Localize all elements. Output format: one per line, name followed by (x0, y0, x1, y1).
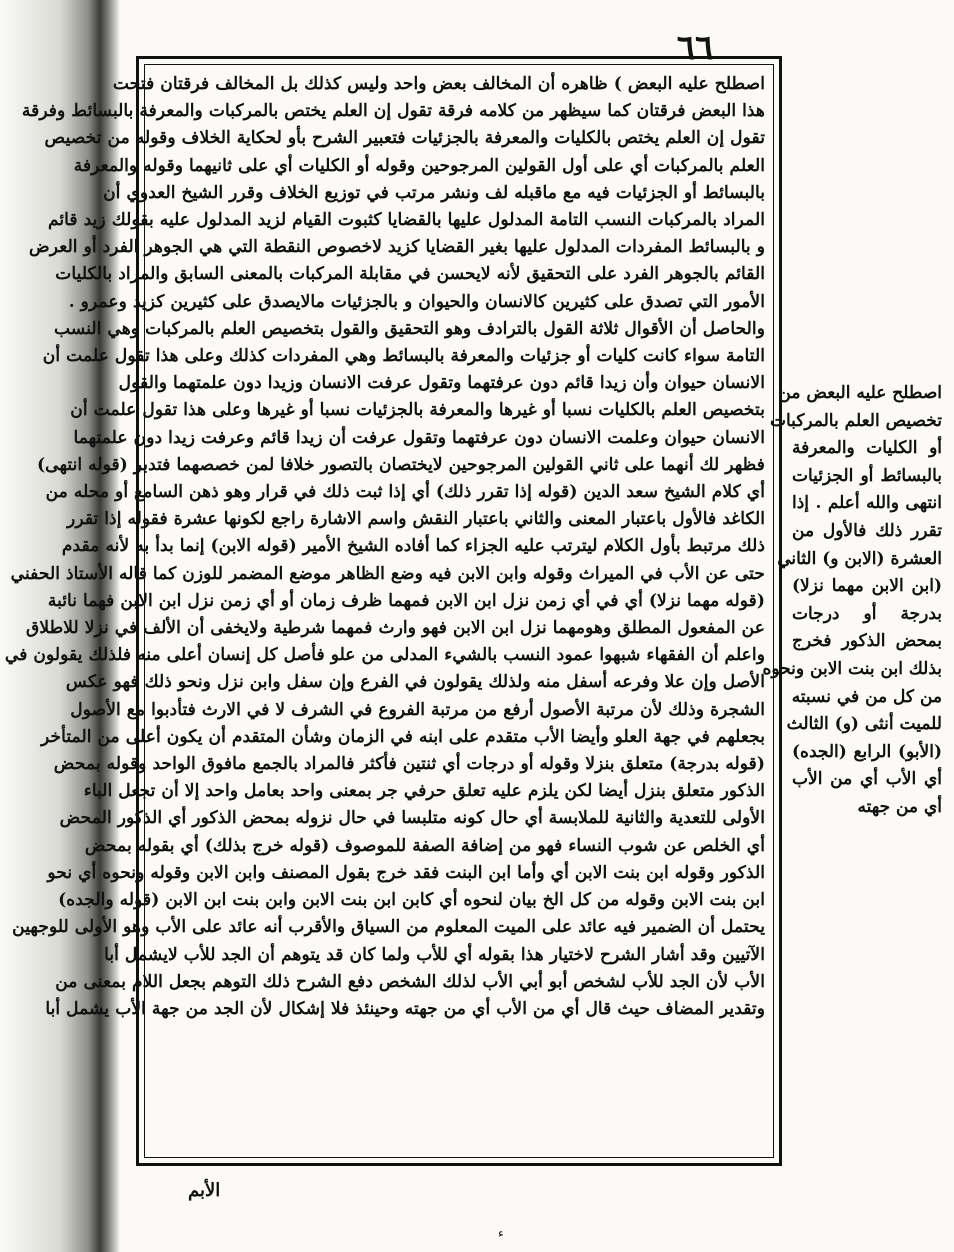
commentary-line: الآتيين وقد أشار الشرح لاختيار هذا بقوله أي للأب ولما كان قد يتوهم أن الجد للأب لايشمل أبا (104, 944, 765, 965)
commentary-line: وتقدير المضاف حيث قال أي من الأب أي من جهته وحينئذ فلا إشكال لأن الجد من جهة الأب يشمل أبا (45, 998, 765, 1019)
commentary-line: عن المفعول المطلق وهومهما نزل ابن الابن فهو وارث فمهما شرطية ولايخفى أن الألف في نزلا للاطلاق (25, 618, 765, 639)
catchword: الأبم (188, 1180, 221, 1201)
commentary-line: والحاصل أن الأقوال ثلاثة القول بالترادف وهو التحقيق والقول بتخصيص العلم بالمركبات وهي النسب (54, 318, 765, 339)
commentary-line: بجعلهم في جهة العلو وأيضا الأب متقدم على ابنه في الزمان وشأن المتقدم أن يكون أعلى من المتأخر (40, 726, 765, 747)
commentary-line: (قوله مهما نزلا) أي في أي زمن نزل ابن الابن فمهما ظرف زمان أو أي زمن نزل ابن الابن فهما نائبة (47, 590, 765, 611)
commentary-line: الأب لأن الجد للأب لشخص أبو أبي الأب لذلك الشخص دفع الشرح ذلك التوهم بجعل اللام بمعنى من (55, 971, 765, 992)
commentary-line: يحتمل أن الضمير فيه عائد على الميت المعلوم من السياق والأقرب أنه عائد على الأب وهو الأولى للوجهين (12, 917, 765, 938)
margin-note-line: بذلك ابن بنت الابن ونحوه (762, 658, 942, 679)
margin-matn-text (762, 380, 942, 822)
commentary-line: فظهر لك أنهما على ثاني القولين المرجوحين لايختصان بالتصور خلافا لمن خصصهما فتدبر (قوله انتهى) (37, 454, 765, 475)
commentary-line: الذكور وقوله ابن بنت الابن أي وأما ابن البنت فقد خرج بقول المصنف وابن الابن وقوله ونحوه أي نحو (47, 862, 765, 883)
margin-note-line: (ابن الابن مهما نزلا) (792, 576, 942, 597)
margin-note-line: بالبسائط أو الجزئيات (792, 465, 942, 486)
signature-mark: ء (498, 1226, 504, 1240)
commentary-line: القائم بالجوهر الفرد على التحقيق لأنه لايحسن في مقابلة المركبات بالمعنى السابق والمراد بالكليات (55, 264, 765, 285)
commentary-line: بالبسائط أو الجزئيات فيه مع ماقبله لف ونشر مرتب في توزيع الخلاف وقرر الشيخ العدوي أن (103, 182, 765, 203)
margin-note-line: اصطلح عليه البعض من (778, 383, 942, 403)
commentary-line: واعلم أن الفقهاء شبهوا عمود النسب بالشيء المدلى من علو فأصل كل إنسان أعلى منه فلذلك يقولون في (4, 645, 765, 666)
commentary-line: الانسان حيوان وأن زيدا قائم دون عرفتهما وتقول عرفت الانسان وزيدا دون علمتهما والقول (118, 373, 765, 394)
page-number: ٦٦ (676, 28, 714, 68)
commentary-line: حتى عن الأب في الميراث وقوله وابن الابن فيه وضع الظاهر موضع المضمر للوزن كما قاله الأستاذ الحفني (10, 563, 765, 584)
margin-note-line: أي من جهته (857, 796, 942, 817)
commentary-line: الكاغد فالأول باعتبار المعنى والثاني باعتبار النقش واسم الاشارة راجع لكونها عشرة فقوله إذا تقرر (67, 509, 765, 530)
margin-note-line: للميت أنثى (و) الثالث (786, 714, 942, 735)
commentary-line: ابن بنت الابن وقوله من كل الخ بيان لنحوه أي كابن ابن بنت الابن وابن بنت ابن الابن (قوله والجده) (58, 890, 765, 911)
commentary-line: تقول إن العلم يختص بالكليات والمعرفة بالجزئيات فتعبير الشرح بأو لحكاية الخلاف وقوله من تخصيص (44, 128, 765, 149)
margin-note-line: تقرر ذلك فالأول من (792, 520, 942, 541)
commentary-line: هذا البعض فرقتان كما سيظهر من كلامه فرقة تقول إن العلم يختص بالمركبات والمعرفة بالبسائط وفرقة (21, 101, 765, 122)
commentary-line: الأمور التي تصدق على كثيرين كالانسان والحيوان و بالجزئيات مالايصدق على كثيرين كزيد وعمرو . (68, 291, 765, 312)
commentary-line: العلم بالمركبات أي على أول القولين المرجوحين وقوله أو الكليات أي على ثانيهما وقوله والمعرفة (73, 155, 765, 176)
commentary-line: الشجرة وذلك لأن مرتبة الأصول أرفع من مرتبة الفروع في الشرف لا في الارث فتأدبوا مع الأصول (70, 699, 765, 720)
commentary-line: اصطلح عليه البعض ) ظاهره أن المخالف بعض واحد وليس كذلك بل المخالف فرقتان فتحت (112, 74, 765, 94)
margin-note-line: تخصيص العلم بالمركبات (770, 410, 942, 431)
commentary-line: و بالبسائط المفردات المدلول عليها بغير القضايا كزيد لاخصوص النقطة التي هي الجوهر الفرد أو العرض (29, 237, 765, 258)
margin-note-line: أو الكليات والمعرفة (792, 438, 942, 459)
commentary-line: الأولى للتعدية والثانية للملابسة أي حال كونه متلبسا في حال نزوله بمحض الذكور أي الذكور المحض (59, 808, 765, 829)
margin-note-line: بدرجة أو درجات (792, 603, 942, 624)
commentary-line: المراد بالمركبات النسب التامة المدلول عليها بالقضايا كثبوت القيام لزيد المدلول عليه بقولك زيد قائم (47, 210, 765, 231)
margin-note-line: بمحض الذكور فخرج (792, 631, 942, 652)
margin-note-line: من كل من في نسبته (791, 686, 942, 707)
commentary-line: ذلك مرتبط بأول الكلام ليترتب عليه الجزاء كما أفاده الشيخ الأمير (قوله الابن) إنما بدأ به لأنه مقدم (61, 536, 765, 557)
margin-note-line: (الأبو) الرابع (الجده) (792, 741, 942, 762)
commentary-line: أي الخلص عن شوب النساء فهو من إضافة الصفة للموصوف (قوله خرج بذلك) أي بقوله بمحض (84, 835, 765, 856)
commentary-line: بتخصيص العلم بالكليات نسبا أو غيرها والمعرفة بالجزئيات نسبا أو غيرها وعلى هذا تقول علمت أن (70, 400, 765, 421)
commentary-line: (قوله بدرجة) متعلق بنزلا وقوله أو درجات أي ثنتين فأكثر فالمراد بالجمع مافوق الواحد وقوله بمحض (53, 754, 765, 775)
margin-note-line: العشرة (الابن و) الثاني (777, 548, 942, 569)
margin-note-line: انتهى والله أعلم . إذا (792, 493, 942, 514)
commentary-line: التامة سواء كانت كليات أو جزئيات والمعرفة بالبسائط وهي المفردات كذلك وعلى هذا تقول علمت أن (42, 346, 765, 367)
commentary-line: أي كلام الشيخ سعد الدين (قوله إذا تقرر ذلك) أي إذا ثبت ذلك في قرار وهو ذهن السامع أو محله من (45, 482, 765, 503)
commentary-line: الذكور متعلق بنزل أيضا لكن يلزم عليه تعلق حرفي جر بمعنى واحد بعامل واحد إلا أن تجعل الباء (83, 781, 765, 802)
margin-note-line: أي الأب أي من الأب (792, 769, 942, 790)
commentary-body (4, 64, 774, 1158)
commentary-line: الأصل وإن علا وفرعه أسفل منه ولذلك يقولون في الفرع وإن سفل وابن نزل ونحو ذلك فهو عكس (65, 672, 765, 693)
commentary-line: الانسان حيوان وعلمت الانسان دون عرفتهما وتقول عرفت أن زيدا قائم وعرفت زيدا دون علمتهما (73, 427, 765, 448)
commentary-frame (4, 56, 782, 1166)
